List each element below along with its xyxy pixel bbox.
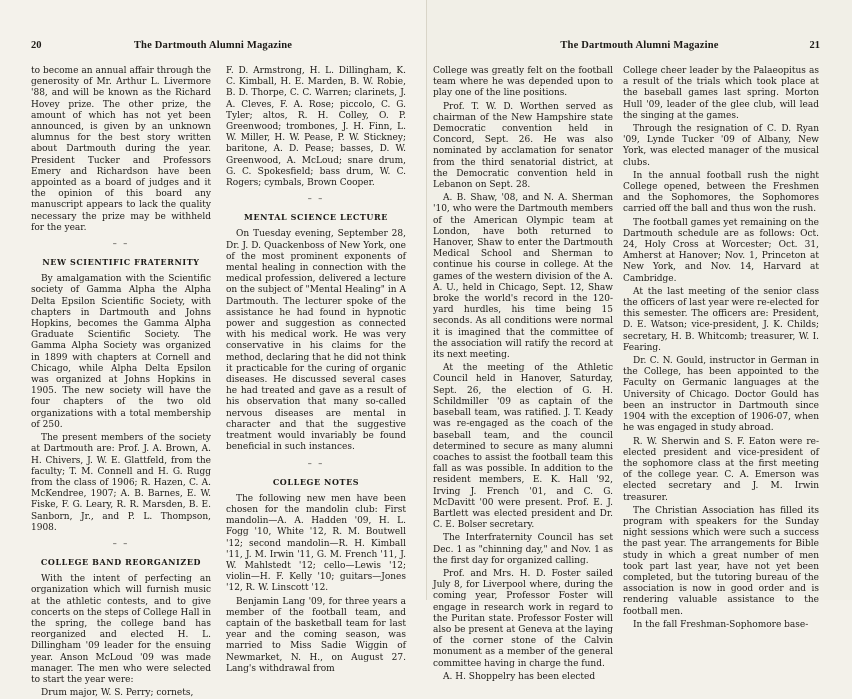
left-column-2 — [226, 66, 406, 675]
paragraph: R. W. Sherwin and S. F. Eaton were re-elected president and vice-president of the sophomore class at the first meeting of the college year. C. A. Emerson was elected secretary and J. M. Irwin treasurer. — [623, 436, 819, 503]
paragraph: Dr. C. N. Gould, instructor in German in the College, has been appointed to the Faculty on Germanic languages at the University of Chicago. Doctor Gould has been an instructor in Dartmouth since 1904 with the exception of 1906-07, when he was engaged in study abroad. — [623, 356, 819, 434]
paragraph: The following new men have been chosen for the mandolin club: First mandolin—A. A. Hadden '09, H. L. Fogg '10, White '12, R. M. Boutwell '12; second mandolin—R. H. Kimball '11, J. M. Irwin '11, G. M. French '11, J. W. Mahlstedt '12; cello—Lewis '12; violin—H. F. Kelly '10; guitars—Jones '12, R. W. Linscott '12. — [226, 493, 406, 594]
paragraph: By amalgamation with the Scientific society of Gamma Alpha the Alpha Delta Epsilon Scientific Society, with chapters in Dartmouth and Johns Hopkins, becomes the Gamma Alpha Graduate Scientific Society. The Gamma Alpha Society was organized in 1899 with chapters at Cornell and Chicago, while Alpha Delta Epsilon was organized at Johns Hopkins in 1905. The new society will have the four chapters of the two old organizations with a total membership of 250. — [31, 274, 211, 430]
section-divider: – – — [307, 194, 325, 204]
paragraph: Drum major, W. S. Perry; cornets, — [41, 688, 194, 699]
paragraph: In the annual football rush the night College opened, between the Freshmen and the Sophomores, the Sophomores carried off the ball and thus won the rush. — [623, 170, 819, 215]
right-column-2 — [623, 66, 819, 631]
section-divider: – – — [112, 538, 130, 548]
paragraph: Benjamin Lang '09, for three years a member of the football team, and captain of the basketball team for last year and the coming season, was married to Miss Sadie Wiggin of Newmarket, N. H., on August 27. Lang's withdrawal from — [226, 596, 406, 674]
right-column-1 — [433, 66, 613, 683]
paragraph: Through the resignation of C. D. Ryan '09, Lynde Tucker '09 of Albany, New York, was elected manager of the musical clubs. — [623, 124, 819, 168]
paragraph: With the intent of perfecting an organization which will furnish music at the athletic contests, and to give concerts on the steps of College Hall in the spring, the college band has reorganized and elected H. L. Dillingham '09 leader for the ensuing year. Anson McLoud '09 was made manager. The men who were selected to start the year were: — [31, 574, 211, 685]
paragraph: to become an annual affair through the generosity of Mr. Arthur L. Livermore '88, and will be known as the Richard Hovey prize. The other prize, the amount of which has not yet been announced, is given by an unknown alumnus for the best story written about Dartmouth during the year. President Tucker and Professors Emery and Richardson have been appointed as a board of judges and it the opinion of this board any manuscript appears to lack the quality necessary the prize may be withheld for the year. — [31, 66, 211, 233]
section-heading-notes: COLLEGE NOTES — [272, 476, 360, 487]
section-heading-band: COLLEGE BAND REORGANIZED — [40, 556, 202, 567]
paragraph: College cheer leader by the Palaeopitus as a result of the trials which took place at the baseball games last spring. Morton Hull '09, leader of the glee club, will lead the singing at the games. — [623, 66, 819, 121]
left-page-header — [0, 40, 426, 54]
left-running-title: The Dartmouth Alumni Magazine — [133, 40, 293, 51]
paragraph: The Interfraternity Council has set Dec. 1 as "chinning day," and Nov. 1 as the first day for organized calling. — [433, 533, 613, 566]
section-divider: – – — [112, 239, 130, 249]
paragraph: At the last meeting of the senior class the officers of last year were re-elected for this semester. The officers are: President, D. E. Watson; vice-president, J. K. Childs; secretary, H. B. Whitcomb; treasurer, W. I. Fearing. — [623, 286, 819, 353]
right-page-header — [427, 40, 852, 54]
paragraph: Prof. and Mrs. H. D. Foster sailed July 8, for Liverpool where, during the coming year, Professor Foster will engage in research work in regard to the Puritan state. Professor Foster will also be present at Geneva at the laying of the corner stone of the Calvin monument as a member of the general committee having in charge the fund. — [433, 568, 613, 669]
section-divider: – – — [307, 458, 325, 468]
section-heading-fraternity: NEW SCIENTIFIC FRATERNITY — [42, 257, 200, 268]
paragraph: F. D. Armstrong, H. L. Dillingham, K. C. Kimball, H. E. Marden, B. W. Robie, B. D. Thorpe, C. C. Warren; clarinets, J. A. Cleves, F. A. Rose; piccolo, C. G. Tyler; altos, R. H. Colley, O. P. Greenwood; trombones, J. H. Finn, L. W. Miller, H. W. Pease, P. W. Stickney; baritone, A. D. Pease; basses, D. W. Greenwood, A. McLoud; snare drum, G. C. Spokesfield; bass drum, W. C. Rogers; cymbals, Brown Cooper. — [226, 66, 406, 189]
paragraph: On Tuesday evening, September 28, Dr. J. D. Quackenboss of New York, one of the most prominent exponents of mental healing in connection with the medical profession, delivered a lecture on the subject of "Mental Healing" in A Dartmouth. The lecturer spoke of the assistance he had found in hypnotic power and suggestion as connected with his medical work. He was very conservative in his claims for the method, declaring that he did not think it practicable for the curing of organic diseases. He discussed several cases he had treated and gave as a result of his observation that many so-called nervous diseases are mental in character and that the suggestive treatment would invariably be found beneficial in such instances. — [226, 229, 406, 453]
left-page-number: 20 — [31, 40, 42, 51]
paragraph: A. H. Shoppelry has been elected — [443, 671, 596, 682]
right-running-title: The Dartmouth Alumni Magazine — [560, 40, 719, 51]
right-page — [426, 0, 852, 682]
paragraph: At the meeting of the Athletic Council held in Hanover, Saturday, Sept. 26, the election of G. H. Schildmiller '09 as captain of the baseball team, was ratified. J. T. Keady was re-engaged as the coach of the baseball team, and the council determined to secure as many alumni coaches to assist the football team this fall as was possible. In addition to the resident members, E. K. Hall '92, Irving J. French '01, and C. G. McDavitt '00 were present. Prof. E. J. Bartlett was elected president and Dr. C. E. Bolser secretary. — [433, 363, 613, 531]
paragraph: A. B. Shaw, '08, and N. A. Sherman '10, who were the Dartmouth members of the American Olympic team at London, have both returned to Hanover, Shaw to enter the Dartmouth Medical School and Sherman to continue his course in college. At the games of the western division of the A. A. U., held in Chicago, Sept. 12, Shaw broke the world's record in the 120-yard hurdles, his time being 15 seconds. As all conditions were normal it is imagined that the committee of the association will ratify the record at its next meeting. — [433, 193, 613, 361]
paragraph: College was greatly felt on the football team where he was depended upon to play one of the line positions. — [433, 66, 613, 99]
paragraph: The Christian Association has filled its program with speakers for the Sunday night sessions which were such a success the past year. The arrangements for Bible study in which a great number of men took part last year, have not yet been completed, but the tutoring bureau of the association is now in good order and is rendering valuable assistance to the football men. — [623, 505, 819, 617]
paragraph: In the fall Freshman-Sophomore base- — [633, 619, 809, 630]
right-page-number: 21 — [809, 40, 820, 51]
left-column-1 — [31, 66, 211, 699]
paragraph: The football games yet remaining on the Dartmouth schedule are as follows: Oct. 24, Holy Cross at Worcester; Oct. 31, Amherst at Hanover; Nov. 1, Princeton at New York, and Nov. 14, Harvard at Cambridge. — [623, 217, 819, 284]
paragraph: Prof. T. W. D. Worthen served as chairman of the New Hampshire state Democratic convention held in Concord, Sept. 26. He was also nominated by acclamation for senator from the third senatorial district, at the Democratic convention held in Lebanon on Sept. 28. — [433, 101, 613, 191]
paragraph: The present members of the society at Dartmouth are: Prof. J. A. Brown, A. H. Chivers, J. W. E. Glattfeld, from the faculty; T. M. Connell and H. G. Rugg from the class of 1906; R. Hazen, C. A. McKendree, 1907; A. B. Barnes, E. W. Fiske, F. G. Leary, R. R. Marsden, B. E. Sanborn, Jr., and P. L. Thompson, 1908. — [31, 433, 211, 533]
section-heading-lecture: MENTAL SCIENCE LECTURE — [244, 212, 388, 223]
